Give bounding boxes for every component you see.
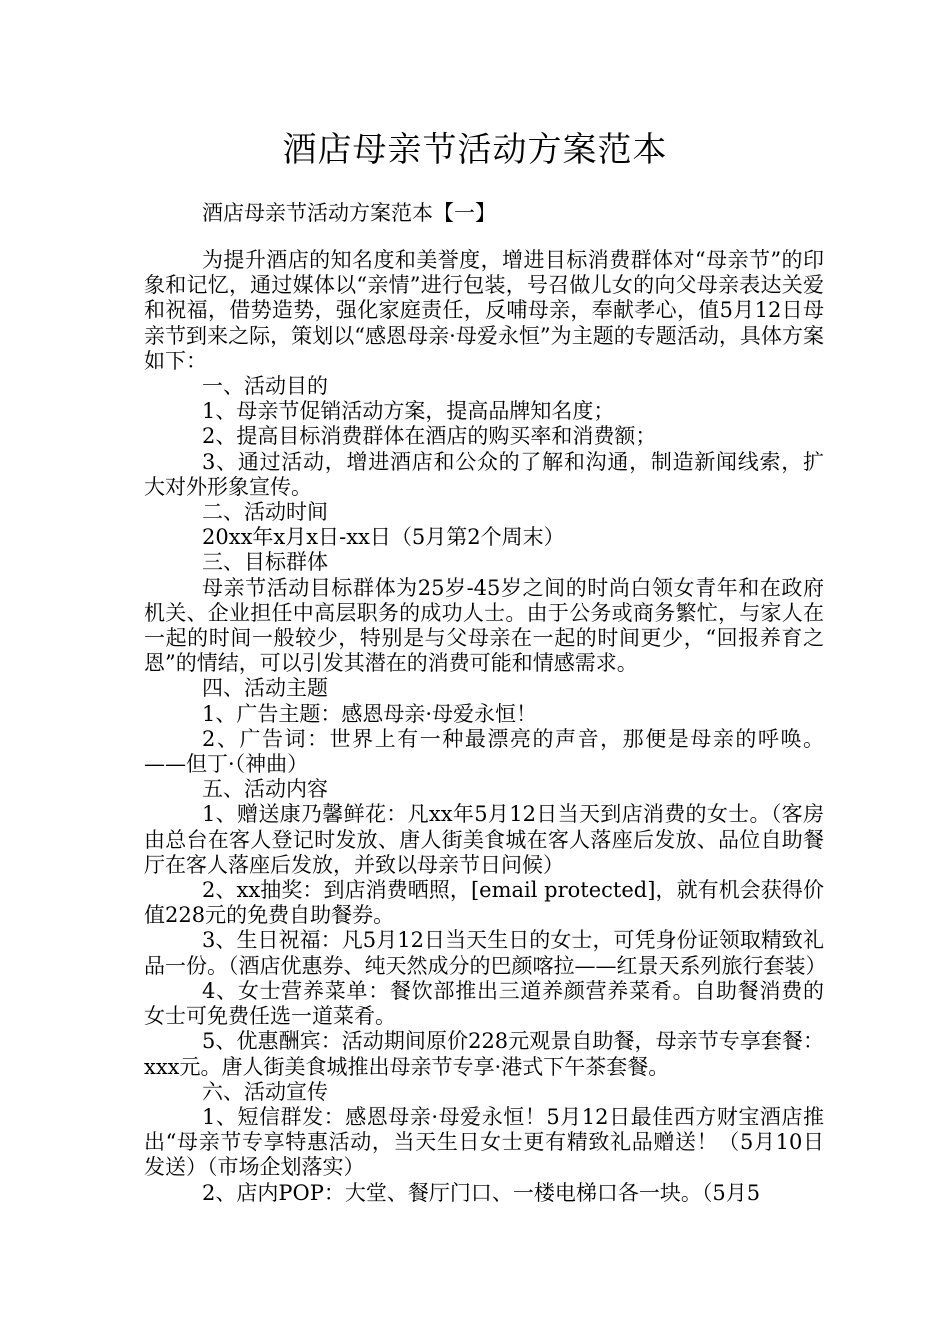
paragraph: 四、活动主题 — [202, 676, 328, 701]
paragraph: 20xx年x月x日-xx日（5月第2个周末） — [202, 525, 565, 550]
paragraph: 2、店内POP：大堂、餐厅门口、一楼电梯口各一块。（5月5 — [202, 1180, 761, 1205]
paragraph: 2、广告词：世界上有一种最漂亮的声音，那便是母亲的呼唤。——但丁·（神曲） — [144, 726, 824, 777]
paragraph: 三、目标群体 — [202, 550, 328, 575]
paragraph: 为提升酒店的知名度和美誉度，增进目标消费群体对“母亲节”的印象和记忆，通过媒体以“亲情”进行包装，号召做儿女的向父母亲表达关爱和祝福，借势造势，强化家庭责任，反哺母亲，奉献孝心，值5月12日母亲节到来之际，策划以“感恩母亲·母爱永恒”为主题的专题活动，具体方案如下： — [144, 248, 824, 373]
document-subtitle: 酒店母亲节活动方案范本【一】 — [202, 201, 496, 225]
document-body — [144, 248, 827, 1206]
paragraph: 2、提高目标消费群体在酒店的购买率和消费额； — [202, 424, 657, 449]
paragraph: 5、优惠酬宾：活动期间原价228元观景自助餐，母亲节专享套餐：xxx元。唐人街美食城推出母亲节专享·港式下午茶套餐。 — [144, 1029, 824, 1079]
paragraph: 1、短信群发：感恩母亲·母爱永恒！5月12日最佳西方财宝酒店推出“母亲节专享特惠活动，当天生日女士更有精致礼品赠送！（5月10日发送）（市场企划落实） — [144, 1104, 824, 1180]
paragraph: 一、活动目的 — [202, 374, 328, 399]
document-title: 酒店母亲节活动方案范本 — [282, 130, 668, 170]
paragraph: 2、xx抽奖：到店消费晒照，[email protected]，就有机会获得价值228元的免费自助餐券。 — [144, 878, 824, 928]
paragraph: 1、赠送康乃馨鲜花：凡xx年5月12日当天到店消费的女士。（客房由总台在客人登记时发放、唐人街美食城在客人落座后发放、品位自助餐厅在客人落座后发放，并致以母亲节日问候） — [144, 802, 824, 877]
paragraph: 3、生日祝福：凡5月12日当天生日的女士，可凭身份证领取精致礼品一份。（酒店优惠券、纯天然成分的巴颜喀拉——红景天系列旅行套装） — [144, 928, 827, 978]
paragraph: 3、通过活动，增进酒店和公众的了解和沟通，制造新闻线索，扩大对外形象宣传。 — [144, 449, 824, 499]
paragraph: 二、活动时间 — [202, 500, 328, 525]
paragraph: 1、广告主题：感恩母亲·母爱永恒！ — [202, 701, 538, 726]
paragraph: 六、活动宣传 — [202, 1079, 328, 1104]
paragraph: 4、女士营养菜单：餐饮部推出三道养颜营养菜肴。自助餐消费的女士可免费任选一道菜肴。 — [144, 978, 824, 1029]
paragraph: 五、活动内容 — [202, 777, 328, 802]
paragraph: 母亲节活动目标群体为25岁-45岁之间的时尚白领女青年和在政府机关、企业担任中高层职务的成功人士。由于公务或商务繁忙，与家人在一起的时间一般较少，特别是与父母亲在一起的时间更少，“回报养育之恩”的情结，可以引发其潜在的消费可能和情感需求。 — [144, 575, 824, 676]
paragraph: 1、母亲节促销活动方案，提高品牌知名度； — [202, 399, 615, 424]
